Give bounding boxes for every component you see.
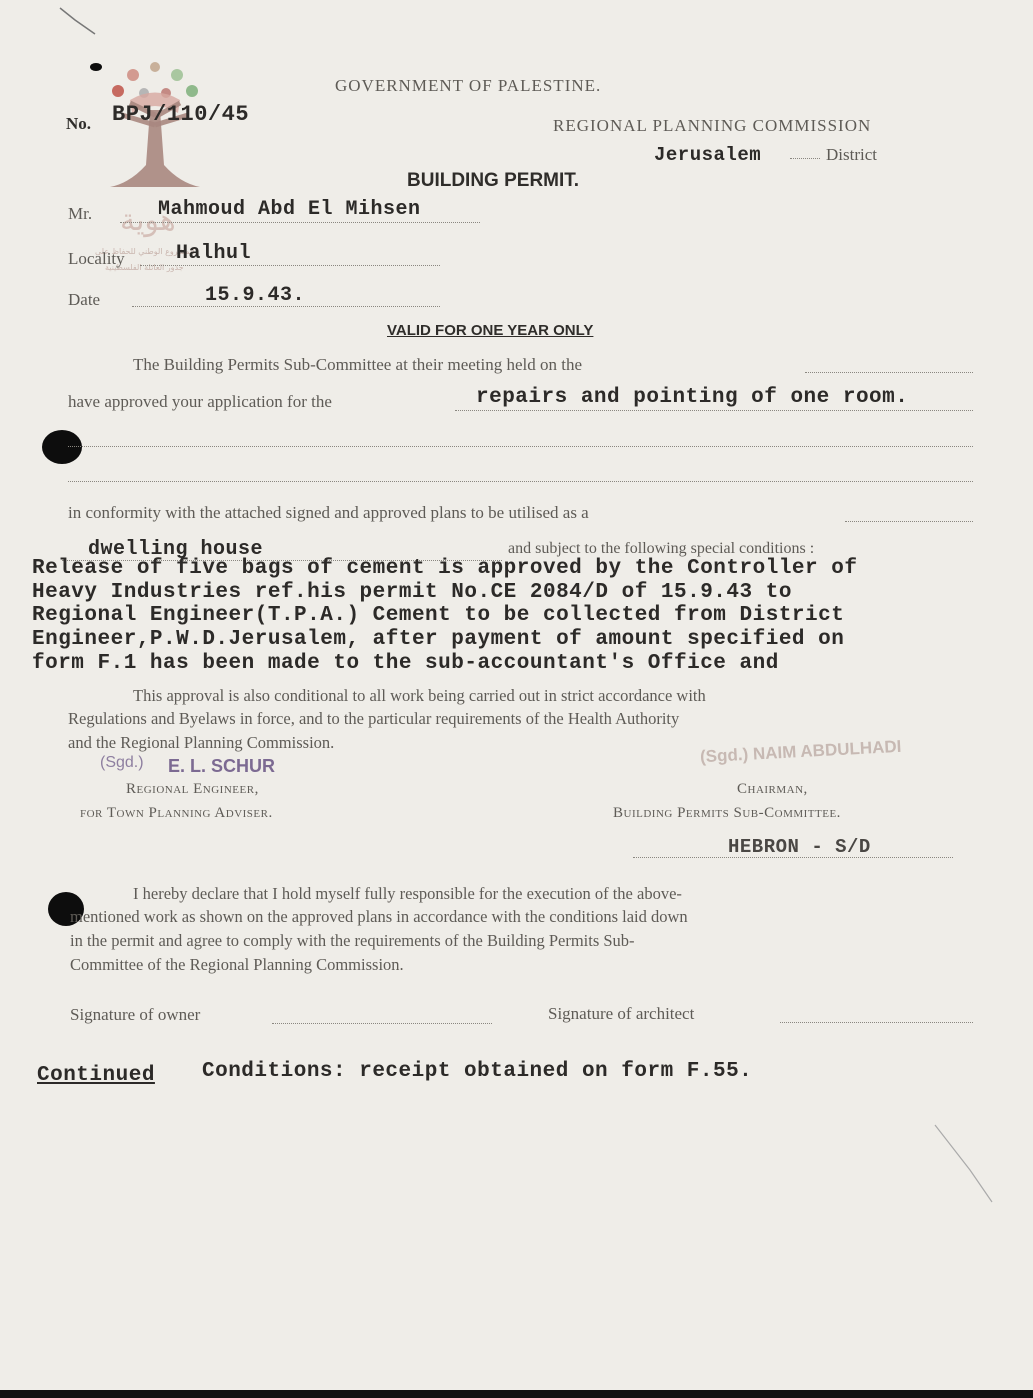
use-value: dwelling house (88, 538, 264, 561)
condition-line-1: Release of five bags of cement is approved by the Controller of (32, 557, 858, 580)
purpose-value: repairs and pointing of one room. (476, 386, 909, 409)
left-signatory-name: E. L. SCHUR (168, 756, 276, 776)
left-title-1: Regional Engineer, (126, 781, 259, 797)
owner-signature-label: Signature of owner (70, 1005, 201, 1024)
number-label: No. (66, 114, 92, 133)
special-conditions-label: and subject to the following special conditions : (508, 540, 815, 557)
district-dots (790, 158, 820, 159)
scan-border (0, 1390, 1033, 1398)
left-sgd-label: (Sgd.) (100, 754, 144, 771)
approval-line-1: This approval is also conditional to all work being carried out in strict accordance with (133, 686, 706, 705)
condition-line-4: Engineer,P.W.D.Jerusalem, after payment of amount specified on (32, 628, 845, 651)
watermark-arabic-sub2: جذور العائلة الفلسطينية (105, 263, 184, 272)
condition-line-2: Heavy Industries ref.his permit No.CE 2084/D of 15.9.43 to (32, 581, 792, 604)
blank-line-1 (68, 446, 973, 447)
permit-number: BPJ/110/45 (112, 102, 250, 127)
locality-value: Halhul (176, 242, 252, 265)
declaration-line-1: I hereby declare that I hold myself fully responsible for the execution of the above- (133, 884, 682, 903)
declaration-line-4: Committee of the Regional Planning Commission. (70, 955, 404, 974)
approval-line-3: and the Regional Planning Commission. (68, 733, 335, 752)
purpose-line (455, 410, 973, 411)
edge-scratch-icon (930, 1120, 1000, 1210)
watermark-arabic-sub1: المشروع الوطني للحفاظ على (95, 247, 195, 256)
date-label: Date (68, 290, 101, 309)
blank-line-2 (68, 481, 973, 482)
condition-line-3: Regional Engineer(T.P.A.) Cement to be collected from District (32, 604, 845, 627)
government-heading: GOVERNMENT OF PALESTINE. (335, 76, 602, 95)
meeting-date-line (805, 372, 973, 373)
district-label: District (826, 145, 877, 164)
approval-line-2: Regulations and Byelaws in force, and to the particular requirements of the Health Authority (68, 709, 680, 728)
punch-hole-top (42, 430, 82, 464)
right-signature-stamp: (Sgd.) NAIM ABDULHADI (699, 736, 902, 767)
architect-signature-line (780, 1022, 973, 1023)
district-name: Jerusalem (654, 144, 762, 166)
validity-notice: VALID FOR ONE YEAR ONLY (387, 322, 594, 339)
locality-label: Locality (68, 249, 125, 268)
locality-line (140, 265, 440, 266)
mr-label: Mr. (68, 204, 93, 223)
conformity-line: in conformity with the attached signed and approved plans to be utilised as a (68, 503, 589, 522)
name-line (120, 222, 480, 223)
meeting-line: The Building Permits Sub-Committee at their meeting held on the (133, 355, 583, 374)
declaration-line-3: in the permit and agree to comply with the requirements of the Building Permits Sub- (70, 931, 635, 950)
right-title-2: Building Permits Sub-Committee. (613, 805, 841, 821)
office-stamp: HEBRON - S/D (728, 836, 871, 858)
declaration-line-2: mentioned work as shown on the approved plans in accordance with the conditions laid down (70, 907, 688, 926)
corner-scratch-icon (55, 2, 115, 42)
owner-signature-line (272, 1023, 492, 1024)
footer-conditions: Conditions: receipt obtained on form F.55. (202, 1060, 753, 1083)
left-title-2: for Town Planning Adviser. (80, 805, 273, 821)
commission-heading: REGIONAL PLANNING COMMISSION (553, 116, 872, 135)
use-line-top (845, 521, 973, 522)
right-title-1: Chairman, (737, 781, 808, 797)
permit-title: BUILDING PERMIT. (407, 170, 580, 191)
date-value: 15.9.43. (205, 284, 306, 307)
condition-line-5: form F.1 has been made to the sub-accountant's Office and (32, 652, 779, 675)
family-tree-icon (100, 55, 210, 200)
architect-signature-label: Signature of architect (548, 1004, 695, 1023)
application-line: have approved your application for the (68, 392, 332, 411)
applicant-name: Mahmoud Abd El Mihsen (158, 198, 421, 221)
watermark-arabic-title: هوية (120, 203, 176, 238)
continued-label: Continued (37, 1064, 155, 1087)
